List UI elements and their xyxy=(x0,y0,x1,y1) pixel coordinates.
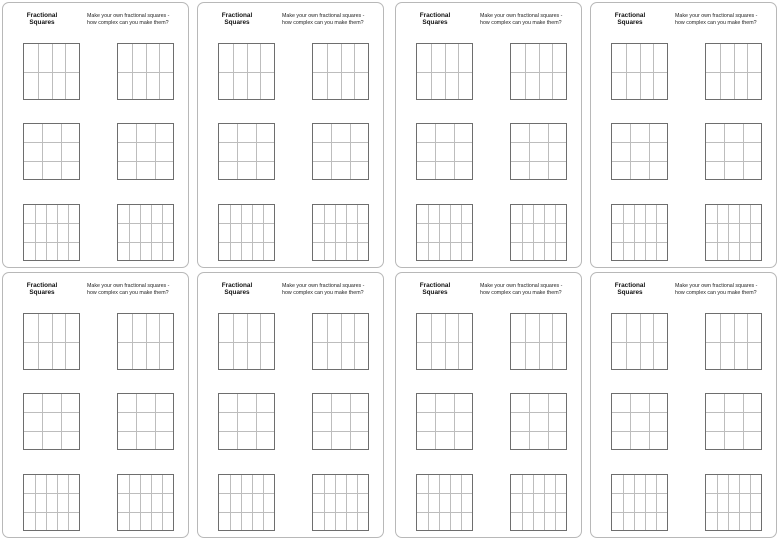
grid-line-horizontal xyxy=(219,161,274,162)
grid-line-horizontal xyxy=(706,342,761,343)
instruction-line: how complex can you make them? xyxy=(480,20,562,27)
grid-line-vertical xyxy=(750,205,751,260)
grid-line-vertical xyxy=(57,475,58,530)
fraction-square xyxy=(23,393,80,450)
grid-line-vertical xyxy=(350,394,351,449)
fraction-square xyxy=(312,474,369,531)
instruction-line: how complex can you make them? xyxy=(282,290,364,297)
grid-line-vertical xyxy=(522,205,523,260)
grid-line-horizontal xyxy=(219,223,274,224)
grid-line-horizontal xyxy=(219,512,274,513)
grid-line-vertical xyxy=(263,475,264,530)
instruction-line: Make your own fractional squares - xyxy=(87,13,170,19)
card-instructions xyxy=(480,13,580,27)
grid-line-vertical xyxy=(435,394,436,449)
grid-line-horizontal xyxy=(219,431,274,432)
fraction-square xyxy=(416,474,473,531)
grid-line-vertical xyxy=(241,205,242,260)
grid-line-horizontal xyxy=(313,512,368,513)
card-instructions xyxy=(480,283,580,297)
grid-line-horizontal xyxy=(118,342,173,343)
fraction-square xyxy=(117,123,174,180)
grid-line-horizontal xyxy=(24,142,79,143)
grid-line-horizontal xyxy=(219,493,274,494)
fraction-square xyxy=(611,43,668,100)
card-title: Fractional Squares xyxy=(26,282,58,297)
grid-line-vertical xyxy=(533,475,534,530)
grid-line-horizontal xyxy=(612,342,667,343)
fraction-square xyxy=(218,43,275,100)
grid-line-horizontal xyxy=(118,72,173,73)
grid-line-vertical xyxy=(529,124,530,179)
grid-line-vertical xyxy=(324,475,325,530)
card-instructions xyxy=(282,283,382,297)
grid-line-vertical xyxy=(61,394,62,449)
grid-line-vertical xyxy=(256,124,257,179)
grid-line-horizontal xyxy=(706,161,761,162)
worksheet-card xyxy=(197,2,384,268)
grid-line-vertical xyxy=(428,205,429,260)
fraction-square xyxy=(416,204,473,261)
grid-line-vertical xyxy=(331,124,332,179)
card-title: Fractional Squares xyxy=(419,12,451,27)
grid-line-horizontal xyxy=(511,161,566,162)
grid-line-horizontal xyxy=(24,223,79,224)
grid-line-horizontal xyxy=(612,512,667,513)
grid-line-horizontal xyxy=(24,412,79,413)
grid-line-vertical xyxy=(35,475,36,530)
grid-line-vertical xyxy=(162,475,163,530)
fraction-square xyxy=(510,204,567,261)
grid-line-vertical xyxy=(155,124,156,179)
grid-line-horizontal xyxy=(511,242,566,243)
instruction-line: how complex can you make them? xyxy=(87,20,169,27)
grid-line-vertical xyxy=(548,124,549,179)
grid-line-vertical xyxy=(252,205,253,260)
worksheet-card xyxy=(395,2,582,268)
fraction-square xyxy=(510,123,567,180)
grid-line-horizontal xyxy=(219,342,274,343)
grid-line-vertical xyxy=(230,475,231,530)
card-title: Fractional Squares xyxy=(614,12,646,27)
grid-line-horizontal xyxy=(417,72,472,73)
card-title: Fractional Squares xyxy=(221,282,253,297)
instruction-line: how complex can you make them? xyxy=(87,290,169,297)
grid-line-horizontal xyxy=(511,431,566,432)
grid-line-vertical xyxy=(649,394,650,449)
instruction-line: Make your own fractional squares - xyxy=(480,283,563,289)
worksheet-card xyxy=(590,2,777,268)
fraction-square xyxy=(23,204,80,261)
fraction-square xyxy=(312,43,369,100)
fraction-square xyxy=(705,123,762,180)
fraction-square xyxy=(510,393,567,450)
grid-line-vertical xyxy=(129,205,130,260)
grid-line-vertical xyxy=(634,475,635,530)
grid-line-horizontal xyxy=(24,512,79,513)
grid-line-vertical xyxy=(645,205,646,260)
grid-line-horizontal xyxy=(612,242,667,243)
fraction-square xyxy=(218,204,275,261)
grid-line-horizontal xyxy=(24,72,79,73)
fraction-square xyxy=(705,43,762,100)
grid-line-vertical xyxy=(241,475,242,530)
grid-line-horizontal xyxy=(511,223,566,224)
grid-line-horizontal xyxy=(511,342,566,343)
grid-line-vertical xyxy=(630,124,631,179)
grid-line-vertical xyxy=(649,124,650,179)
grid-line-vertical xyxy=(140,205,141,260)
grid-line-vertical xyxy=(529,394,530,449)
grid-line-vertical xyxy=(450,475,451,530)
grid-line-horizontal xyxy=(612,223,667,224)
grid-line-vertical xyxy=(324,205,325,260)
grid-line-vertical xyxy=(656,475,657,530)
fraction-square xyxy=(416,43,473,100)
fraction-square xyxy=(117,313,174,370)
card-title: Fractional Squares xyxy=(221,12,253,27)
fraction-square xyxy=(218,313,275,370)
grid-line-vertical xyxy=(129,475,130,530)
grid-line-vertical xyxy=(439,475,440,530)
grid-line-horizontal xyxy=(417,142,472,143)
fraction-square xyxy=(312,123,369,180)
grid-line-vertical xyxy=(728,475,729,530)
grid-line-vertical xyxy=(739,205,740,260)
grid-line-vertical xyxy=(35,205,36,260)
grid-line-horizontal xyxy=(417,342,472,343)
instruction-line: Make your own fractional squares - xyxy=(282,283,365,289)
card-title: Fractional Squares xyxy=(614,282,646,297)
grid-line-vertical xyxy=(522,475,523,530)
grid-line-vertical xyxy=(428,475,429,530)
instruction-line: how complex can you make them? xyxy=(480,290,562,297)
grid-line-horizontal xyxy=(24,242,79,243)
grid-line-vertical xyxy=(61,124,62,179)
grid-line-vertical xyxy=(435,124,436,179)
fraction-square xyxy=(117,393,174,450)
grid-line-vertical xyxy=(454,124,455,179)
grid-line-horizontal xyxy=(706,72,761,73)
grid-line-horizontal xyxy=(313,142,368,143)
grid-line-horizontal xyxy=(313,431,368,432)
fraction-square xyxy=(416,313,473,370)
fraction-square xyxy=(611,474,668,531)
fraction-square xyxy=(117,204,174,261)
grid-line-vertical xyxy=(151,475,152,530)
grid-line-vertical xyxy=(630,394,631,449)
grid-line-vertical xyxy=(656,205,657,260)
fraction-square xyxy=(23,43,80,100)
grid-line-vertical xyxy=(634,205,635,260)
grid-line-horizontal xyxy=(417,161,472,162)
grid-line-vertical xyxy=(439,205,440,260)
worksheet-card xyxy=(590,272,777,538)
grid-line-horizontal xyxy=(706,242,761,243)
grid-line-vertical xyxy=(136,124,137,179)
fraction-square xyxy=(510,474,567,531)
grid-line-horizontal xyxy=(612,72,667,73)
grid-line-horizontal xyxy=(118,142,173,143)
grid-line-horizontal xyxy=(219,72,274,73)
grid-line-vertical xyxy=(162,205,163,260)
fraction-square xyxy=(23,313,80,370)
grid-line-vertical xyxy=(743,124,744,179)
grid-line-horizontal xyxy=(511,493,566,494)
grid-line-horizontal xyxy=(511,412,566,413)
grid-line-horizontal xyxy=(118,512,173,513)
worksheet-card xyxy=(2,2,189,268)
grid-line-vertical xyxy=(724,124,725,179)
fraction-square xyxy=(416,123,473,180)
grid-line-horizontal xyxy=(313,161,368,162)
fraction-square xyxy=(705,204,762,261)
grid-line-horizontal xyxy=(118,412,173,413)
grid-line-horizontal xyxy=(706,142,761,143)
grid-line-horizontal xyxy=(706,431,761,432)
grid-line-vertical xyxy=(151,205,152,260)
worksheet-card xyxy=(395,272,582,538)
grid-line-vertical xyxy=(724,394,725,449)
fraction-square xyxy=(611,313,668,370)
fraction-square xyxy=(117,43,174,100)
grid-line-vertical xyxy=(461,475,462,530)
grid-line-horizontal xyxy=(219,412,274,413)
fraction-square xyxy=(218,123,275,180)
fraction-square xyxy=(312,204,369,261)
grid-line-vertical xyxy=(140,475,141,530)
grid-line-horizontal xyxy=(24,493,79,494)
grid-line-vertical xyxy=(555,475,556,530)
grid-line-vertical xyxy=(331,394,332,449)
grid-line-vertical xyxy=(717,205,718,260)
grid-line-horizontal xyxy=(706,512,761,513)
grid-line-horizontal xyxy=(417,242,472,243)
grid-line-vertical xyxy=(230,205,231,260)
grid-line-vertical xyxy=(350,124,351,179)
fraction-square xyxy=(23,123,80,180)
grid-line-horizontal xyxy=(511,142,566,143)
instruction-line: Make your own fractional squares - xyxy=(675,283,758,289)
grid-line-horizontal xyxy=(24,161,79,162)
fraction-square xyxy=(218,474,275,531)
instruction-line: how complex can you make them? xyxy=(282,20,364,27)
grid-line-horizontal xyxy=(417,493,472,494)
fraction-square xyxy=(312,313,369,370)
grid-line-horizontal xyxy=(417,431,472,432)
grid-line-vertical xyxy=(623,205,624,260)
grid-line-vertical xyxy=(155,394,156,449)
instruction-line: Make your own fractional squares - xyxy=(282,13,365,19)
card-title: Fractional Squares xyxy=(419,282,451,297)
grid-line-vertical xyxy=(346,205,347,260)
fraction-square xyxy=(416,393,473,450)
card-instructions xyxy=(675,13,775,27)
grid-line-vertical xyxy=(42,394,43,449)
grid-line-horizontal xyxy=(219,242,274,243)
grid-line-vertical xyxy=(357,475,358,530)
grid-line-horizontal xyxy=(118,161,173,162)
grid-line-horizontal xyxy=(118,431,173,432)
card-instructions xyxy=(675,283,775,297)
grid-line-vertical xyxy=(544,205,545,260)
grid-line-vertical xyxy=(544,475,545,530)
fraction-square xyxy=(705,313,762,370)
grid-line-vertical xyxy=(335,475,336,530)
grid-line-horizontal xyxy=(706,412,761,413)
card-title: Fractional Squares xyxy=(26,12,58,27)
grid-line-vertical xyxy=(717,475,718,530)
fraction-square xyxy=(510,43,567,100)
grid-line-horizontal xyxy=(24,431,79,432)
grid-line-horizontal xyxy=(24,342,79,343)
grid-line-horizontal xyxy=(313,242,368,243)
grid-line-vertical xyxy=(68,475,69,530)
fraction-square xyxy=(611,204,668,261)
card-instructions xyxy=(87,283,187,297)
grid-line-vertical xyxy=(68,205,69,260)
grid-line-vertical xyxy=(136,394,137,449)
grid-line-vertical xyxy=(750,475,751,530)
grid-line-horizontal xyxy=(417,412,472,413)
fraction-square xyxy=(510,313,567,370)
worksheet-card xyxy=(2,272,189,538)
grid-line-vertical xyxy=(237,394,238,449)
grid-line-horizontal xyxy=(219,142,274,143)
grid-line-horizontal xyxy=(612,161,667,162)
fraction-square xyxy=(218,393,275,450)
fraction-square xyxy=(23,474,80,531)
grid-line-vertical xyxy=(357,205,358,260)
grid-line-horizontal xyxy=(612,431,667,432)
grid-line-horizontal xyxy=(313,493,368,494)
grid-line-horizontal xyxy=(612,412,667,413)
fraction-square xyxy=(312,393,369,450)
grid-line-horizontal xyxy=(313,223,368,224)
grid-line-vertical xyxy=(548,394,549,449)
grid-line-vertical xyxy=(623,475,624,530)
grid-line-horizontal xyxy=(118,223,173,224)
grid-line-vertical xyxy=(252,475,253,530)
grid-line-vertical xyxy=(346,475,347,530)
grid-line-horizontal xyxy=(417,512,472,513)
grid-line-horizontal xyxy=(511,72,566,73)
grid-line-vertical xyxy=(46,475,47,530)
grid-line-vertical xyxy=(739,475,740,530)
grid-line-vertical xyxy=(454,394,455,449)
card-instructions xyxy=(282,13,382,27)
grid-line-vertical xyxy=(263,205,264,260)
worksheet-card xyxy=(197,272,384,538)
grid-line-vertical xyxy=(728,205,729,260)
fraction-square xyxy=(117,474,174,531)
grid-line-vertical xyxy=(743,394,744,449)
grid-line-vertical xyxy=(42,124,43,179)
instruction-line: how complex can you make them? xyxy=(675,20,757,27)
grid-line-vertical xyxy=(555,205,556,260)
fraction-square xyxy=(611,123,668,180)
fraction-square xyxy=(611,393,668,450)
grid-line-horizontal xyxy=(313,412,368,413)
grid-line-horizontal xyxy=(706,223,761,224)
fraction-square xyxy=(705,474,762,531)
card-instructions xyxy=(87,13,187,27)
grid-line-horizontal xyxy=(612,493,667,494)
grid-line-horizontal xyxy=(706,493,761,494)
grid-line-vertical xyxy=(645,475,646,530)
grid-line-vertical xyxy=(46,205,47,260)
grid-line-horizontal xyxy=(612,142,667,143)
grid-line-vertical xyxy=(256,394,257,449)
grid-line-horizontal xyxy=(313,342,368,343)
grid-line-vertical xyxy=(461,205,462,260)
fraction-square xyxy=(705,393,762,450)
grid-line-horizontal xyxy=(313,72,368,73)
grid-line-vertical xyxy=(57,205,58,260)
instruction-line: Make your own fractional squares - xyxy=(87,283,170,289)
grid-line-horizontal xyxy=(417,223,472,224)
instruction-line: Make your own fractional squares - xyxy=(675,13,758,19)
instruction-line: how complex can you make them? xyxy=(675,290,757,297)
instruction-line: Make your own fractional squares - xyxy=(480,13,563,19)
grid-line-vertical xyxy=(450,205,451,260)
grid-line-horizontal xyxy=(118,242,173,243)
grid-line-vertical xyxy=(237,124,238,179)
grid-line-vertical xyxy=(533,205,534,260)
grid-line-vertical xyxy=(335,205,336,260)
grid-line-horizontal xyxy=(118,493,173,494)
grid-line-horizontal xyxy=(511,512,566,513)
